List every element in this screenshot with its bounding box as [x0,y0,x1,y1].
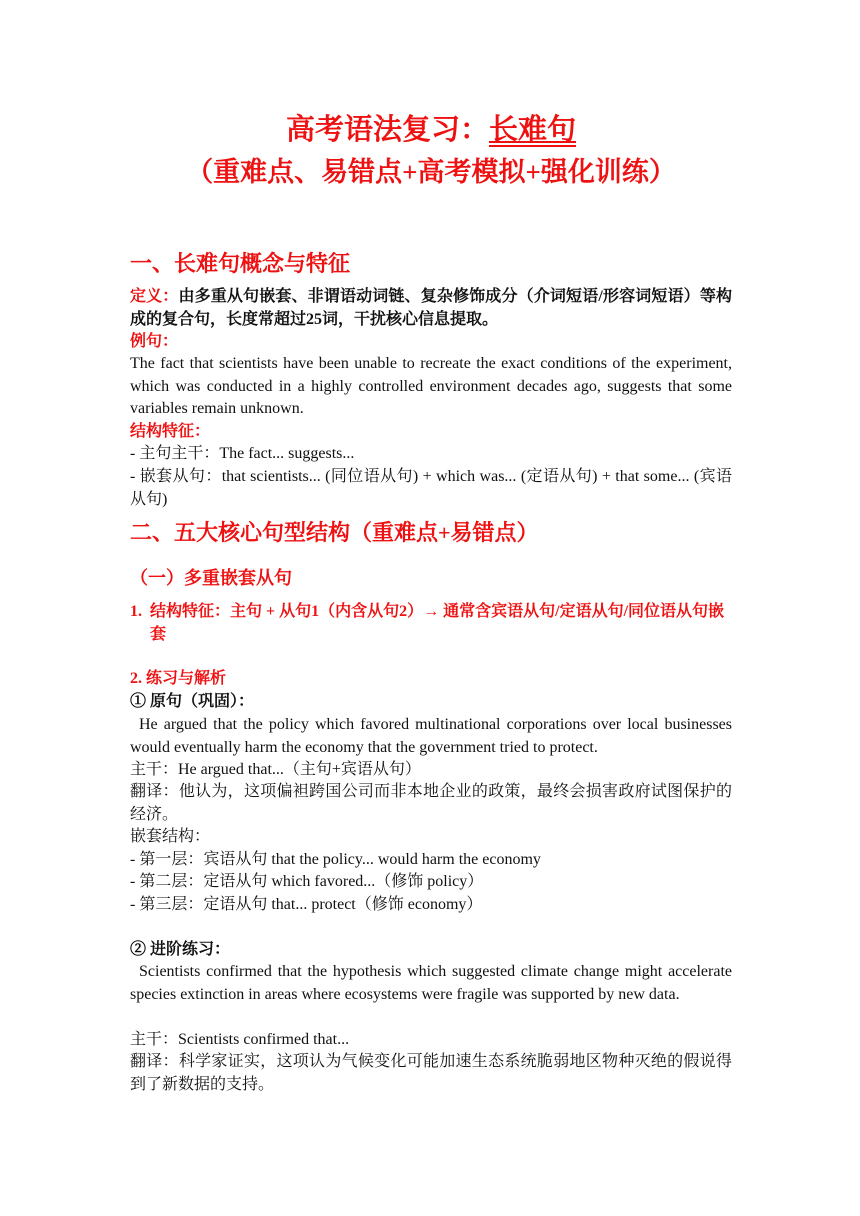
ex2-label: ② 进阶练习： [130,941,231,958]
ex1-nested-item-2: - 第二层：定语从句 which favored...（修饰 policy） [130,873,484,890]
ex1-main: 主干：He argued that...（主句+宾语从句） [130,761,421,778]
ex1-nested-item-3: - 第三层：定语从句 that... protect（修饰 economy） [130,896,483,913]
point1-number: 1. [130,603,150,620]
example-sentence: The fact that scientists have been unable to recreate the exact conditions of the experiment, which was conducted in a highly controlled environment decades ago, suggests that some variables remain unknown. [130,355,732,417]
definition-label: 定义： [130,288,179,305]
ex1-label: ① 原句（巩固）： [130,693,255,710]
ex1-nested-label: 嵌套结构： [130,828,211,845]
ex2-sentence: Scientists confirmed that the hypothesis which suggested climate change might accelerate species extinction in areas where ecosystems were fragile was supported by new data. [130,963,732,1003]
document-title [130,112,732,148]
subsection1-heading: （一）多重嵌套从句 [130,568,292,588]
point1 [130,601,732,646]
definition-text: 由多重从句嵌套、非谓语动词链、复杂修饰成分（介词短语/形容词短语）等构成的复合句，长度常超过25词，干扰核心信息提取。 [130,288,732,328]
structure-item-main: - 主句主干：The fact... suggests... [130,445,355,462]
title-topic: 长难句 [489,114,577,146]
structure-label: 结构特征： [130,423,211,440]
example-label: 例句： [130,333,179,350]
definition-paragraph [130,286,732,331]
ex1-nested-item-1: - 第一层：宾语从句 that the policy... would harm the economy [130,851,541,868]
document-subtitle: （重难点、易错点+高考模拟+强化训练） [186,157,676,187]
section2-heading: 二、五大核心句型结构（重难点+易错点） [130,520,539,545]
ex2-main: 主干：Scientists confirmed that... [130,1031,350,1048]
ex2-translation: 翻译：科学家证实，这项认为气候变化可能加速生态系统脆弱地区物种灭绝的假说得到了新数据的支持。 [130,1053,732,1093]
section1-heading: 一、长难句概念与特征 [130,251,351,276]
point2-heading: 2. 练习与解析 [130,670,227,687]
ex1-translation: 翻译：他认为，这项偏袒跨国公司而非本地企业的政策，最终会损害政府试图保护的经济。 [130,783,732,823]
structure-item-nested: - 嵌套从句：that scientists... (同位语从句) + which was... (定语从句) + that some... (宾语从句) [130,468,732,508]
ex1-sentence: He argued that the policy which favored multinational corporations over local businesses would eventually harm the economy that the government tried to protect. [130,716,732,756]
point1-text: 结构特征：主句 + 从句1（内含从句2）→ 通常含宾语从句/定语从句/同位语从句嵌套 [150,603,725,643]
title-prefix: 高考语法复习： [285,114,489,146]
